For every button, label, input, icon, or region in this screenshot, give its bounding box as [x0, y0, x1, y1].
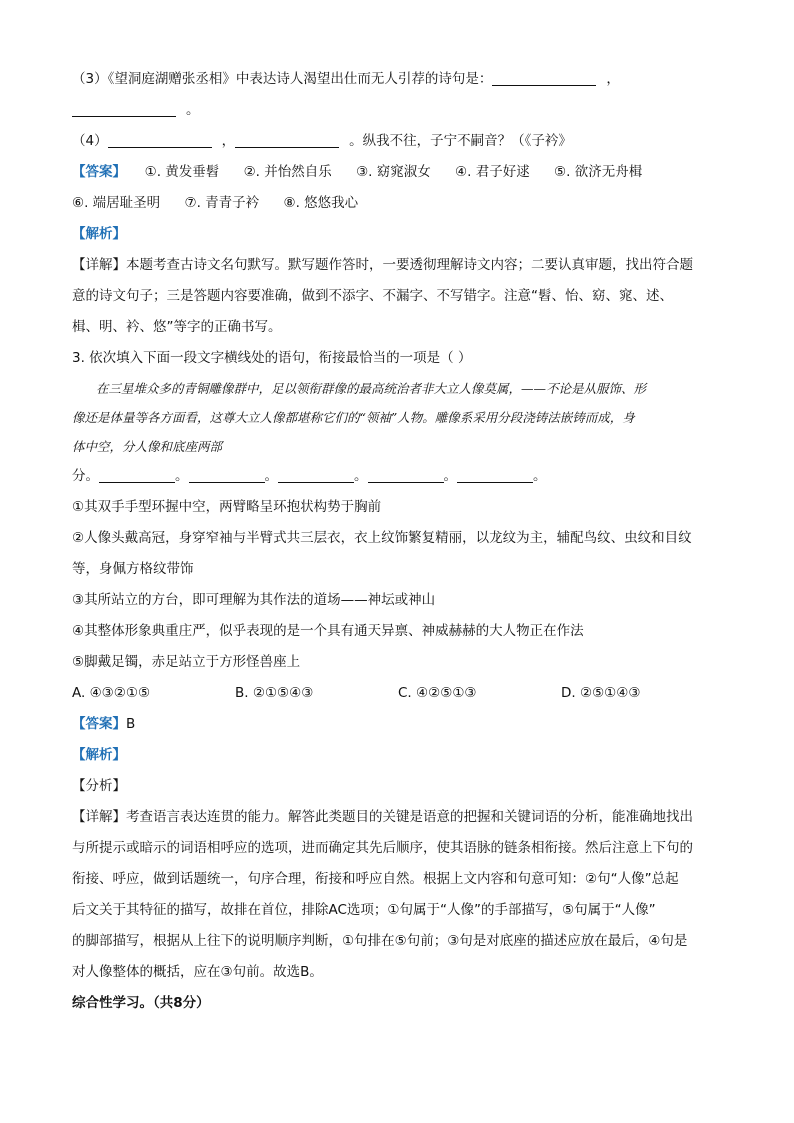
passage-text: 分。 [72, 468, 99, 484]
detail-2-line-3 [72, 864, 724, 895]
question-text: （3）《望洞庭湖赠张丞相》中表达诗人渴望出仕而无人引荐的诗句是： [72, 71, 493, 87]
question-3-stem [72, 343, 724, 374]
answer-blank[interactable] [457, 466, 533, 483]
detail-2-line-6 [72, 957, 724, 988]
question-3-line-2 [72, 95, 724, 126]
punctuation: 。 [354, 468, 368, 484]
detail-text: 意的诗文句子；三是答题内容要准确，做到不添字、不漏字、不写错字。注意“髫、怡、窈、窕、述、 [72, 288, 673, 304]
answer-item: ①. 黄发垂髫 [144, 164, 220, 180]
option-text: 等，身佩方格纹带饰 [72, 561, 194, 577]
answer-tag: 【答案】 [72, 164, 126, 180]
question-3-line-1 [72, 64, 724, 95]
section-heading [72, 988, 724, 1019]
answer-item: ⑦. 青青子衿 [184, 195, 260, 211]
section-title: 综合性学习。（共8分） [72, 995, 210, 1011]
punctuation: ， [606, 71, 620, 87]
detail-1-line-2 [72, 281, 724, 312]
analysis-tag: 【解析】 [72, 747, 126, 763]
detail-2-line-4 [72, 895, 724, 926]
option-text: ④其整体形象典重庄严，似乎表现的是一个具有通天异禀、神威赫赫的大人物正在作法 [72, 623, 584, 639]
analysis-tag: 【解析】 [72, 226, 126, 242]
detail-text: 后文关于其特征的描写，故排在首位，排除AC选项；①句属于“人像”的手部描写，⑤句属于“人像” [72, 902, 656, 918]
punctuation: 。 [533, 468, 547, 484]
detail-2-line-5 [72, 926, 724, 957]
question-number: （4） [72, 133, 108, 149]
question-text: 。纵我不往，子宁不嗣音？（《子衿》 [349, 133, 572, 149]
answer-item: ⑤. 欲济无舟楫 [554, 164, 643, 180]
passage-text: 在三星堆众多的青铜雕像群中，足以领衔群像的最高统治者非大立人像莫属，——不论是从服饰、形 [96, 381, 647, 396]
answer-row-2 [72, 188, 724, 219]
answer-item: ⑥. 端居耻圣明 [72, 195, 161, 211]
detail-text: 对人像整体的概括，应在③句前。故选B。 [72, 964, 323, 980]
detail-1-line-1 [72, 250, 724, 281]
answer-item: ③. 窈窕淑女 [356, 164, 431, 180]
question-text: 3. 依次填入下面一段文字横线处的语句，衔接最恰当的一项是（ ） [72, 350, 472, 366]
passage-line [72, 374, 724, 403]
option-2 [72, 523, 724, 554]
answer-item: ⑧. 悠悠我心 [283, 195, 359, 211]
option-2-cont [72, 554, 724, 585]
answer-tag: 【答案】 [72, 716, 126, 732]
answer-item: ④. 君子好逑 [455, 164, 530, 180]
analysis-2-heading [72, 740, 724, 771]
detail-text: 的脚部描写，根据从上往下的说明顺序判断，①句排在⑤句前；③句是对底座的描述应放在最后，④句是 [72, 933, 688, 949]
reading-passage [72, 374, 724, 461]
detail-text: 与所提示或暗示的词语相呼应的选项，进而确定其先后顺序，使其语脉的链条相衔接。然后注意上下句的 [72, 840, 693, 856]
answer-blank[interactable] [72, 100, 176, 117]
punctuation: 。 [186, 102, 200, 118]
question-4-line [72, 126, 724, 157]
punctuation: ， [221, 133, 236, 149]
answer-row-1 [72, 157, 724, 188]
detail-tag: 【详解】 [72, 809, 126, 825]
answer-blank[interactable] [278, 466, 354, 483]
fenxi-heading [72, 771, 724, 802]
detail-text: 衔接、呼应，做到话题统一，句序合理，衔接和呼应自然。根据上文内容和句意可知：②句“人像”总起 [72, 871, 679, 887]
punctuation: 。 [264, 468, 278, 484]
option-3 [72, 585, 724, 616]
option-5 [72, 647, 724, 678]
answer-2-line [72, 709, 724, 740]
detail-tag: 【详解】 [72, 257, 126, 273]
choice-b[interactable]: B. ②①⑤④③ [235, 685, 314, 701]
answer-blank[interactable] [235, 131, 339, 148]
punctuation: 。 [443, 468, 457, 484]
option-1 [72, 492, 724, 523]
choice-a[interactable]: A. ④③②①⑤ [72, 685, 151, 701]
answer-blank[interactable] [108, 131, 212, 148]
punctuation: 。 [175, 468, 189, 484]
option-text: ③其所站立的方台，即可理解为其作法的道场——神坛或神山 [72, 592, 436, 608]
choice-row [72, 678, 724, 709]
detail-text: 考查语言表达连贯的能力。解答此类题目的关键是语意的把握和关键词语的分析，能准确地找出 [126, 809, 693, 825]
passage-line [72, 403, 724, 432]
answer-value: B [126, 716, 136, 732]
answer-blank[interactable] [99, 466, 175, 483]
choice-d[interactable]: D. ②⑤①④③ [561, 685, 641, 701]
document-page [72, 64, 724, 1019]
detail-2-line-2 [72, 833, 724, 864]
analysis-heading [72, 219, 724, 250]
passage-text: 像还是体量等各方面看，这尊大立人像都堪称它们的“领袖”人物。雕像系采用分段浇铸法嵌铸而成，身 [72, 410, 635, 425]
option-text: ②人像头戴高冠，身穿窄袖与半臂式共三层衣，衣上纹饰繁复精丽，以龙纹为主，辅配鸟纹、虫纹和目纹 [72, 530, 692, 546]
option-text: ⑤脚戴足镯，赤足站立于方形怪兽座上 [72, 654, 301, 670]
passage-line [72, 432, 724, 461]
answer-item: ②. 并怡然自乐 [243, 164, 332, 180]
passage-blanks-line [72, 461, 724, 492]
answer-blank[interactable] [368, 466, 444, 483]
detail-1-line-3 [72, 312, 724, 343]
detail-text: 本题考查古诗文名句默写。默写题作答时，一要透彻理解诗文内容；二要认真审题，找出符合题 [126, 257, 693, 273]
answer-blank[interactable] [189, 466, 265, 483]
answer-blank[interactable] [492, 69, 596, 86]
fenxi-tag: 【分析】 [72, 778, 126, 794]
detail-text: 楫、明、衿、悠”等字的正确书写。 [72, 319, 282, 335]
passage-text: 体中空，分人像和底座两部 [72, 439, 223, 454]
option-4 [72, 616, 724, 647]
option-text: ①其双手手型环握中空，两臂略呈环抱状构势于胸前 [72, 499, 382, 515]
detail-2-line-1 [72, 802, 724, 833]
choice-c[interactable]: C. ④②⑤①③ [398, 685, 477, 701]
